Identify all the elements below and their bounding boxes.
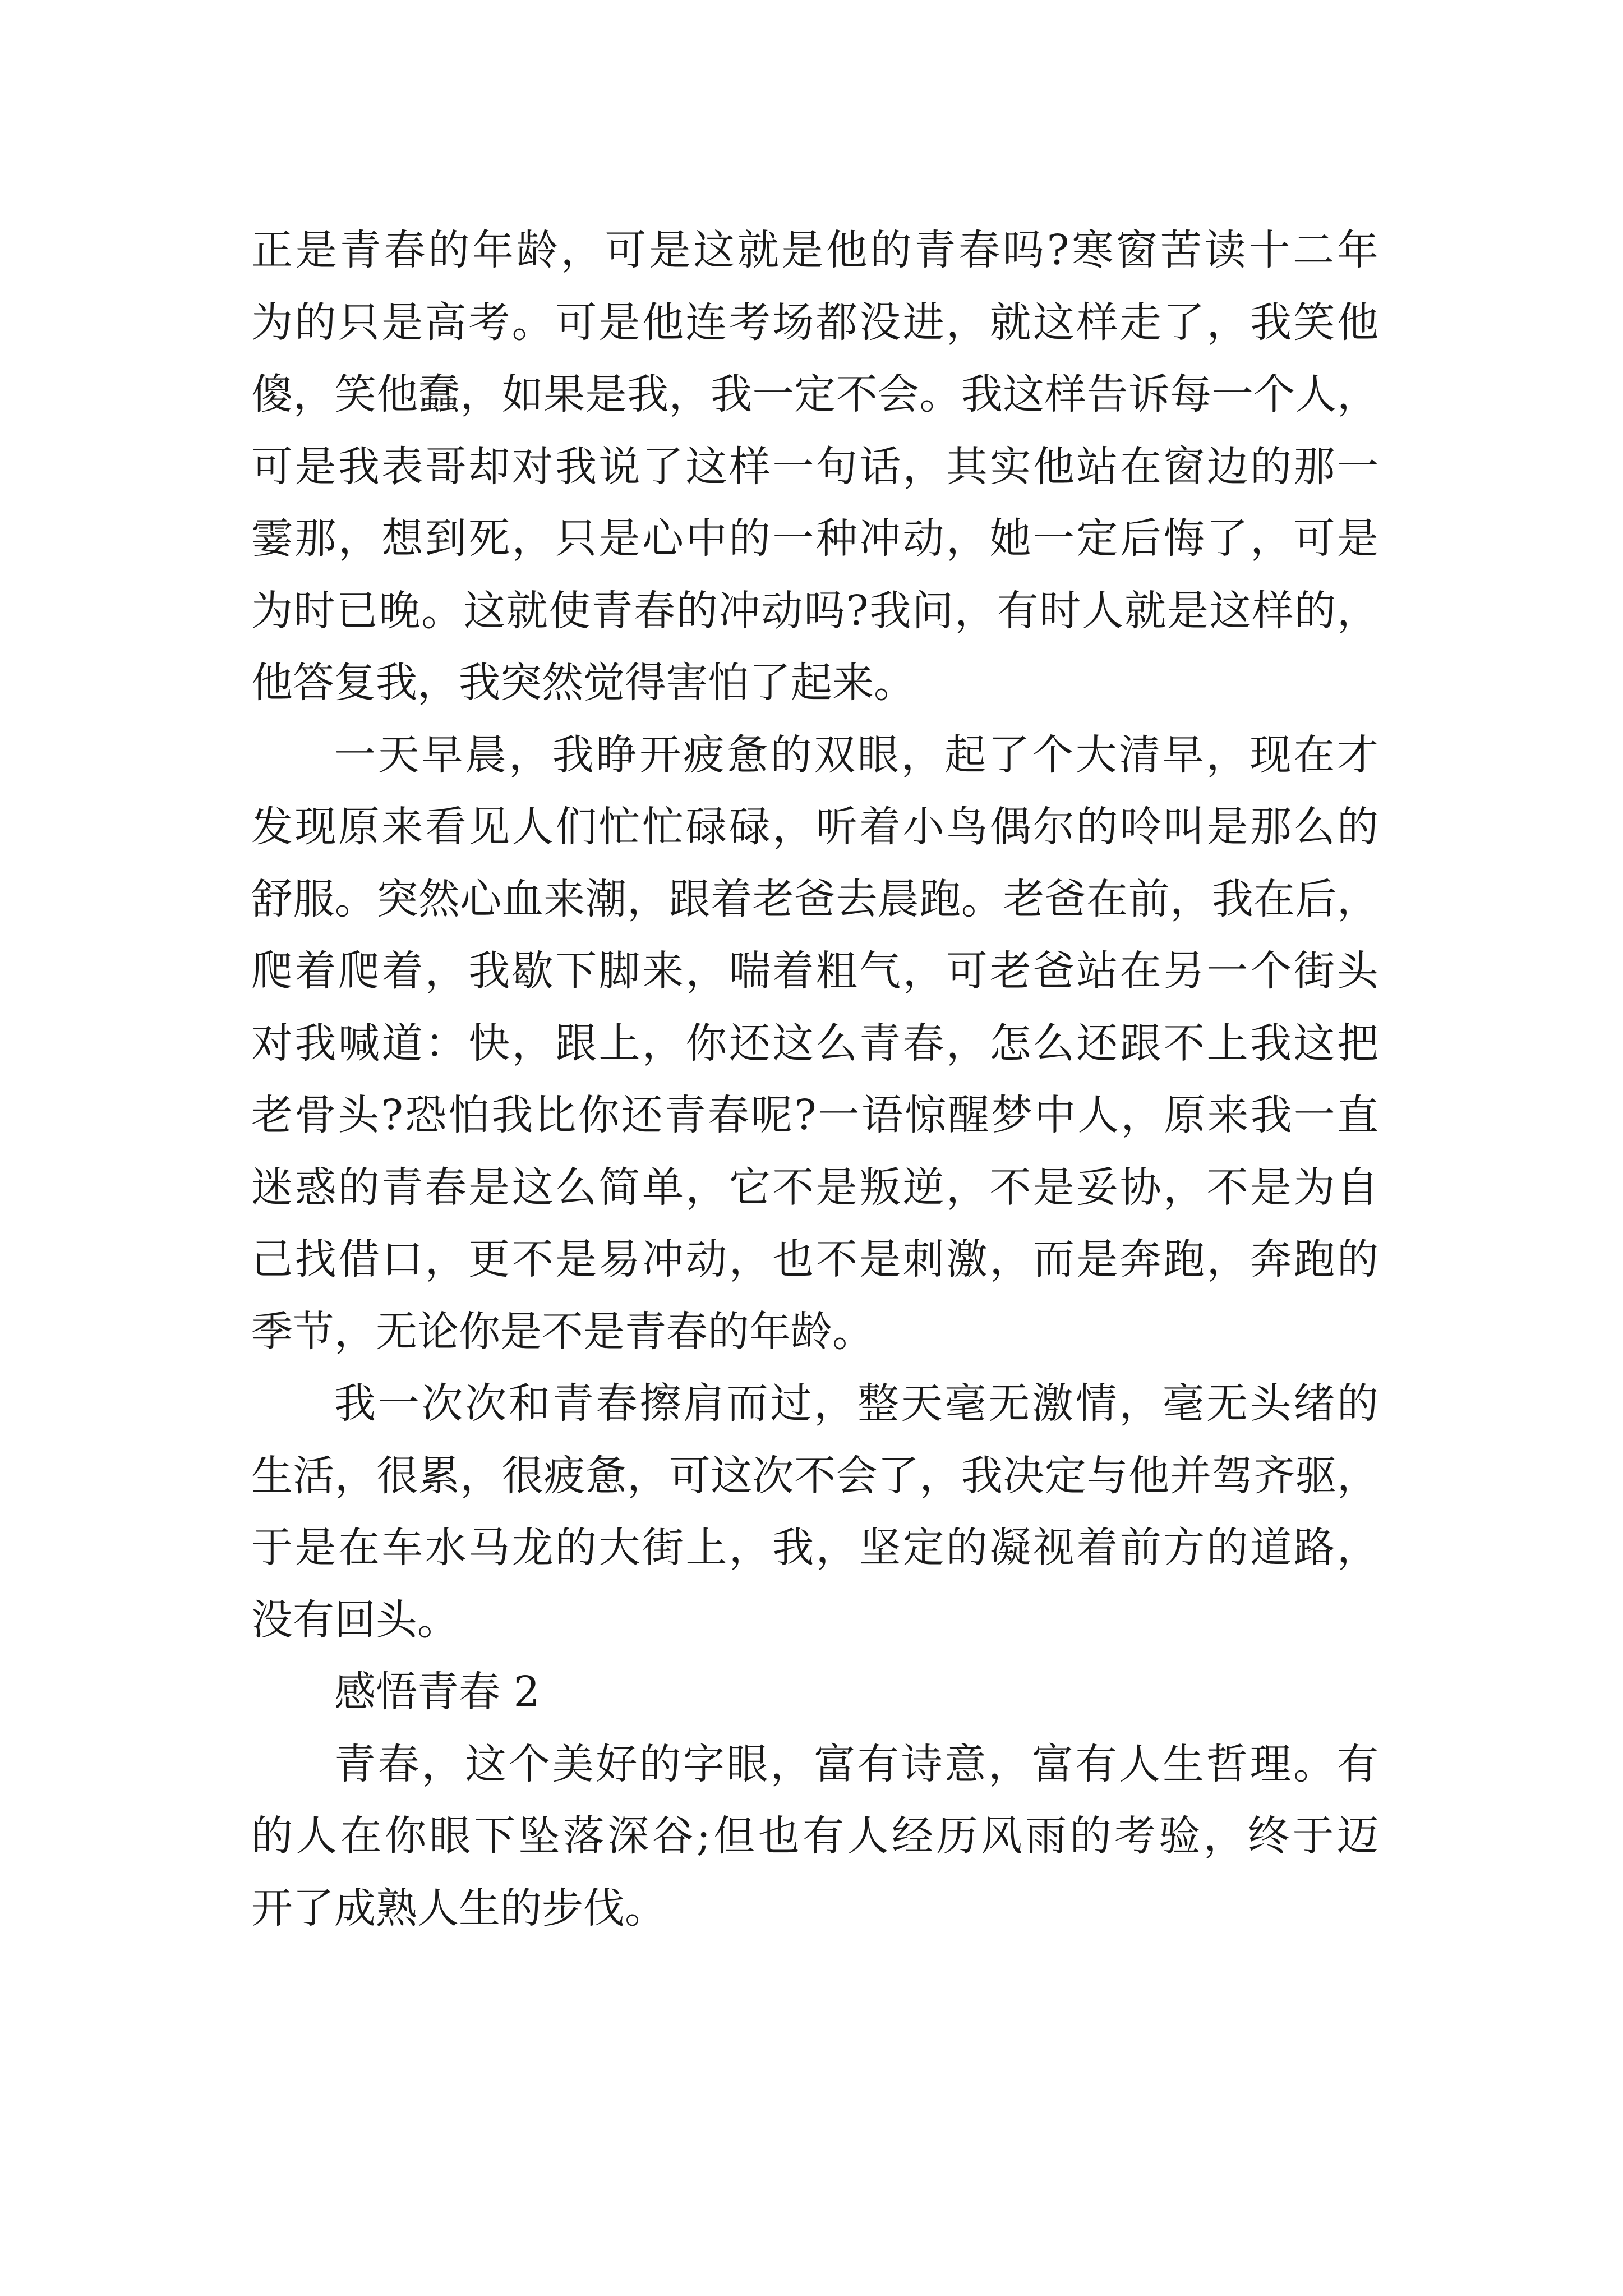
text-line: 的人在你眼下坠落深谷;但也有人经历风雨的考验，终于迈 bbox=[251, 1812, 1378, 1860]
paragraph bbox=[251, 719, 1378, 1368]
text-line: 对我喊道：快，跟上，你还这么青春，怎么还跟不上我这把 bbox=[251, 1019, 1378, 1068]
paragraph bbox=[251, 1368, 1378, 1656]
text-line: 傻，笑他蠢，如果是我，我一定不会。我这样告诉每一个人， bbox=[251, 370, 1378, 418]
text-line: 一天早晨，我睁开疲惫的双眼，起了个大清早，现在才 bbox=[334, 730, 1378, 779]
text-line: 没有回头。 bbox=[251, 1595, 459, 1644]
text-line: 老骨头?恐怕我比你还青春呢?一语惊醒梦中人，原来我一直 bbox=[251, 1091, 1378, 1139]
text-line: 舒服。突然心血来潮，跟着老爸去晨跑。老爸在前，我在后， bbox=[251, 875, 1378, 923]
text-line: 青春，这个美好的字眼，富有诗意，富有人生哲理。有 bbox=[334, 1740, 1378, 1788]
text-line: 感悟青春 2 bbox=[334, 1668, 540, 1716]
text-line: 开了成熟人生的步伐。 bbox=[251, 1884, 666, 1932]
text-line: 于是在车水马龙的大街上，我，坚定的凝视着前方的道路， bbox=[251, 1524, 1378, 1572]
section-heading bbox=[251, 1656, 1378, 1728]
text-line: 爬着爬着，我歇下脚来，喘着粗气，可老爸站在另一个街头 bbox=[251, 947, 1378, 995]
text-line: 季节，无论你是不是青春的年龄。 bbox=[251, 1307, 874, 1356]
text-line: 我一次次和青春擦肩而过，整天毫无激情，毫无头绪的 bbox=[334, 1379, 1378, 1428]
document-body bbox=[251, 214, 1378, 1944]
text-line: 可是我表哥却对我说了这样一句话，其实他站在窗边的那一 bbox=[251, 442, 1378, 491]
text-line: 生活，很累，很疲惫，可这次不会了，我决定与他并驾齐驱， bbox=[251, 1451, 1378, 1500]
text-line: 他答复我，我突然觉得害怕了起来。 bbox=[251, 659, 915, 707]
text-line: 己找借口，更不是易冲动，也不是刺激，而是奔跑，奔跑的 bbox=[251, 1235, 1378, 1283]
paragraph bbox=[251, 1728, 1378, 1945]
text-line: 发现原来看见人们忙忙碌碌，听着小鸟偶尔的呤叫是那么的 bbox=[251, 803, 1378, 851]
text-line: 为的只是高考。可是他连考场都没进，就这样走了，我笑他 bbox=[251, 298, 1378, 347]
text-line: 霎那，想到死，只是心中的一种冲动，她一定后悔了，可是 bbox=[251, 514, 1378, 563]
text-line: 为时已晚。这就使青春的冲动吗?我问，有时人就是这样的， bbox=[251, 586, 1378, 635]
text-line: 迷惑的青春是这么简单，它不是叛逆，不是妥协，不是为自 bbox=[251, 1163, 1378, 1212]
paragraph bbox=[251, 214, 1378, 719]
text-line: 正是青春的年龄，可是这就是他的青春吗?寒窗苦读十二年 bbox=[251, 226, 1378, 274]
